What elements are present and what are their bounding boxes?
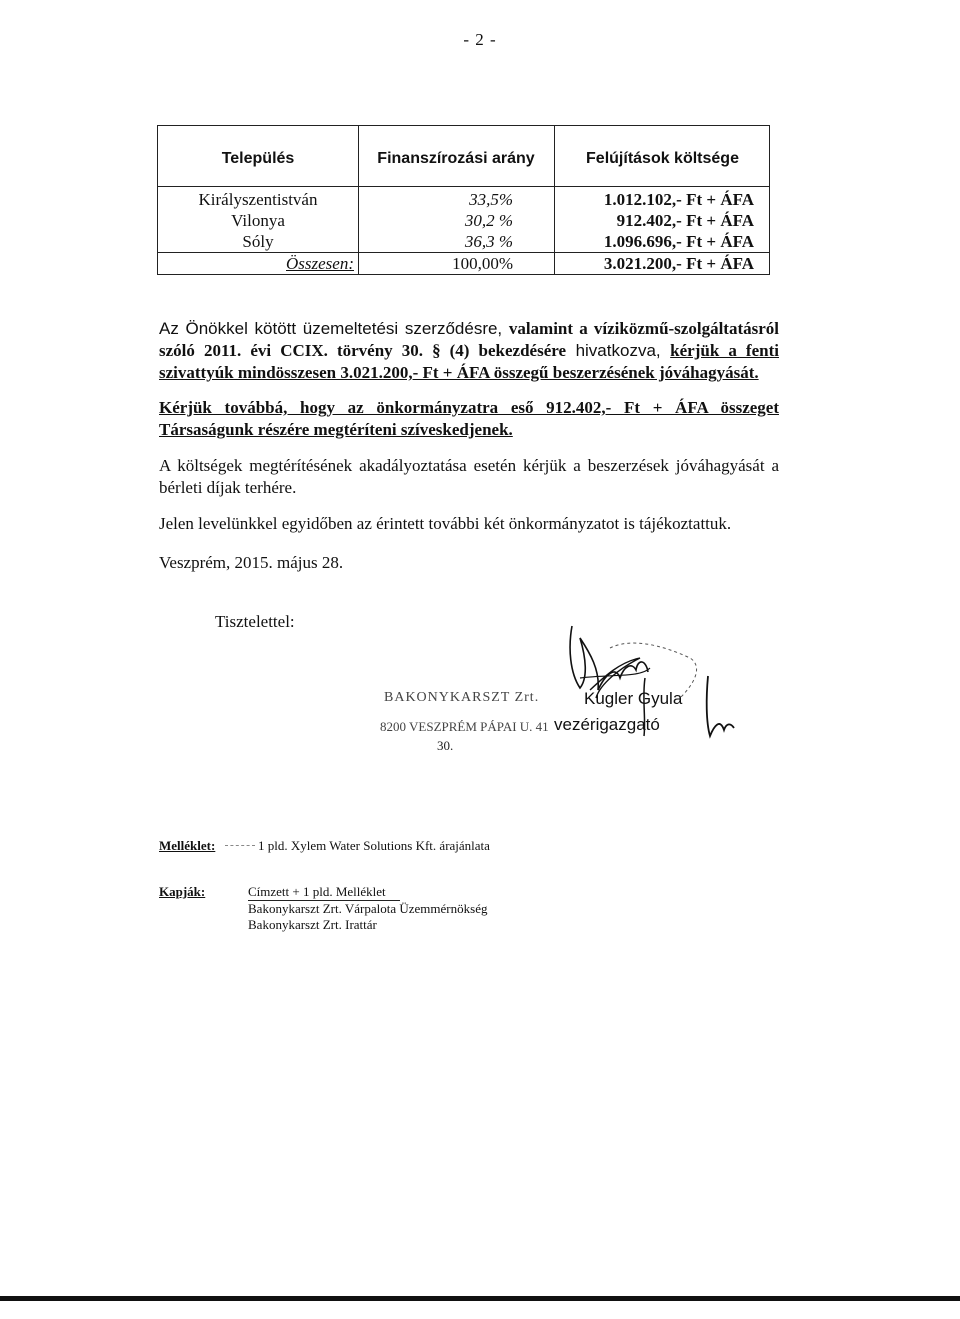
signer-title: vezérigazgató xyxy=(554,715,660,734)
copies-item-3: Bakonykarszt Zrt. Irattár xyxy=(248,917,377,932)
paragraph-reimbursement: Kérjük továbbá, hogy az önkormányzatra eső 912.402,- Ft + ÁFA összeget Társaságunk részére megtéríteni szíveskedjenek. xyxy=(159,398,779,439)
row-cost: 1.096.696,- Ft + ÁFA xyxy=(603,232,754,251)
total-ratio: 100,00% xyxy=(452,254,513,273)
row-ratio: 33,5% xyxy=(469,190,513,209)
paragraph-costs: A költségek megtérítésének akadályoztatása esetén kérjük a beszerzések jóváhagyását a bérleti díjak terhére. xyxy=(159,456,779,497)
table-header-divider xyxy=(158,186,769,187)
copies-item-1: Címzett + 1 pld. Melléklet xyxy=(248,884,400,901)
greeting: Tisztelettel: xyxy=(215,612,295,631)
p1-approval-request: kérjük a fenti szivattyúk mindösszesen 3.021.200,- Ft + ÁFA összegű beszerzésének jóváhagyását. xyxy=(159,341,779,382)
header-town: Település xyxy=(221,150,295,167)
total-label: Összesen: xyxy=(286,254,354,273)
stamp-address: 8200 VESZPRÉM PÁPAI U. 41 xyxy=(380,719,549,734)
attachment-item: 1 pld. Xylem Water Solutions Kft. árajánlata xyxy=(258,838,490,853)
signer-name: Kugler Gyula xyxy=(584,689,683,708)
paragraph-request xyxy=(159,318,779,384)
row-town: Királyszentistván xyxy=(198,190,318,209)
total-cost: 3.021.200,- Ft + ÁFA xyxy=(603,254,754,273)
row-cost: 1.012.102,- Ft + ÁFA xyxy=(603,190,754,209)
stamp-number: 30. xyxy=(437,738,454,753)
copies-label: Kapják: xyxy=(159,884,206,899)
row-town: Vilonya xyxy=(231,211,285,230)
row-ratio: 36,3 % xyxy=(464,232,513,251)
p1-text: Az Önökkel kötött üzemeltetési szerződésre, xyxy=(159,319,509,338)
p1-law-reference: valamint a víziközmű-szolgáltatásról szóló 2011. évi CCIX. törvény 30. § (4) bekezdésére xyxy=(159,319,779,360)
row-ratio: 30,2 % xyxy=(464,211,513,230)
header-ratio: Finanszírozási arány xyxy=(377,150,535,167)
date-line: Veszprém, 2015. május 28. xyxy=(159,553,344,572)
cost-table xyxy=(157,125,770,275)
row-town: Sóly xyxy=(242,232,274,251)
row-cost: 912.402,- Ft + ÁFA xyxy=(616,211,754,230)
paragraph-notice: Jelen levelünkkel egyidőben az érintett további két önkormányzatot is tájékoztattuk. xyxy=(159,514,732,533)
attachment-dash xyxy=(225,845,255,846)
p1-text-2: hivatkozva, xyxy=(566,341,671,360)
bottom-rule xyxy=(0,1296,960,1301)
copies-item-2: Bakonykarszt Zrt. Várpalota Üzemmérnökség xyxy=(248,901,488,916)
header-cost: Felújítások költsége xyxy=(586,150,739,167)
attachment-label: Melléklet: xyxy=(159,838,216,853)
page-number: - 2 - xyxy=(463,30,497,49)
stamp-company: BAKONYKARSZT Zrt. xyxy=(384,690,540,705)
